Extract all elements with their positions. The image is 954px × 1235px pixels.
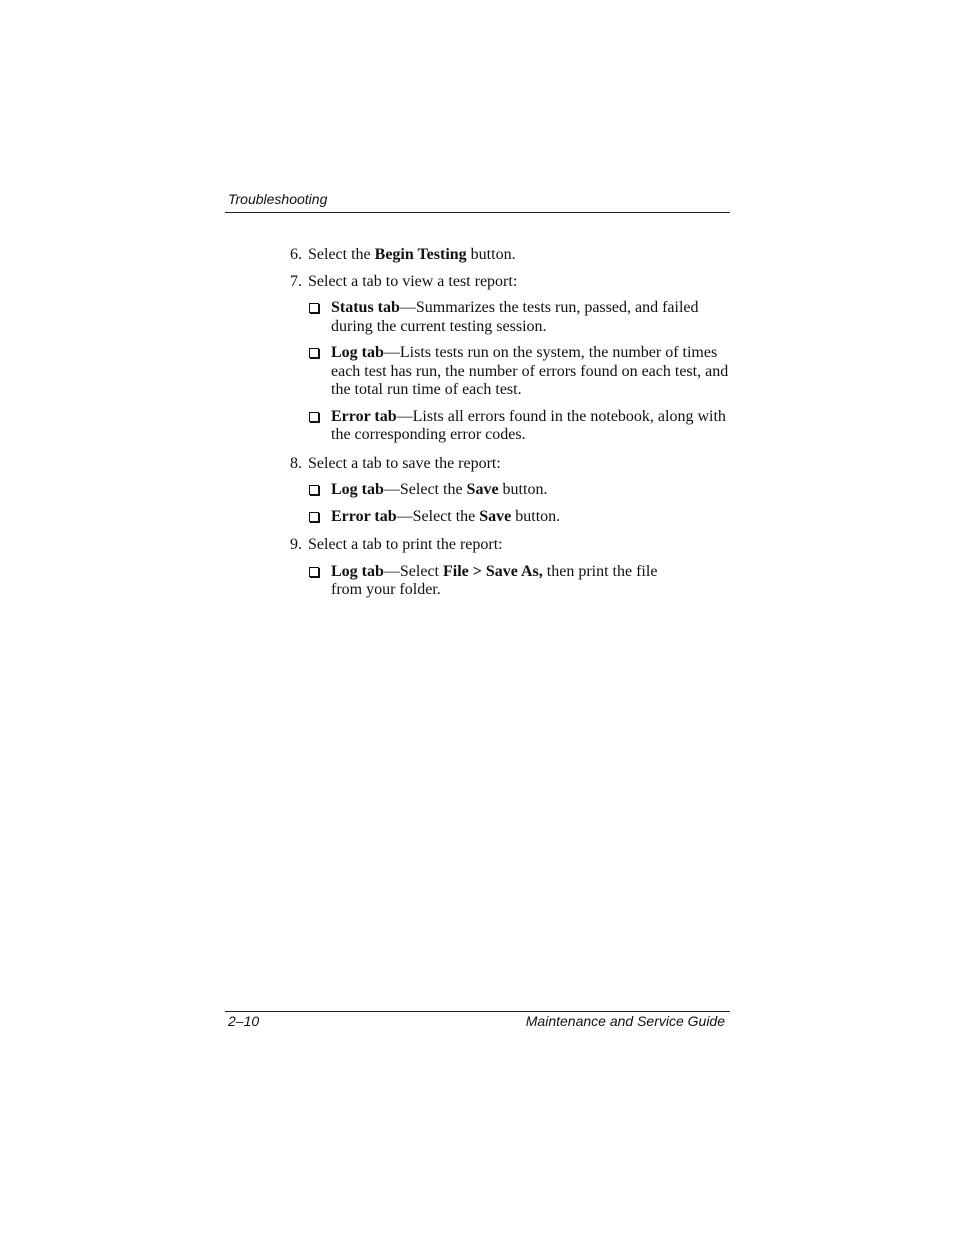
list-item [290, 508, 730, 527]
view-report-list [290, 299, 730, 445]
checkbox-bullet-icon [309, 303, 319, 313]
print-report-list [290, 563, 690, 600]
page-number: 2–10 [228, 1013, 260, 1029]
step-emphasis: Begin Testing [374, 246, 467, 263]
guide-title: Maintenance and Service Guide [525, 1013, 725, 1029]
step-text: Select the [308, 246, 375, 263]
tab-description: —Select the [383, 481, 467, 498]
tab-term: Log tab [331, 344, 384, 361]
step-text: Select a tab to view a test report: [308, 272, 518, 290]
footer-rule [225, 1011, 730, 1012]
tab-description: —Lists tests run on the system, the number of times each test has run, the number of errors found on each test, and the total run time of each test. [331, 344, 729, 398]
tab-term: Error tab [331, 507, 397, 525]
tab-description-end: button. [511, 507, 561, 525]
action-name: Save [466, 481, 499, 498]
tab-description-end: button. [498, 481, 548, 498]
step-8 [290, 455, 730, 474]
page-header-title: Troubleshooting [228, 191, 328, 207]
step-number: 7. [290, 272, 302, 290]
list-item [290, 481, 730, 500]
list-item [290, 344, 730, 400]
save-report-list [290, 481, 730, 526]
step-text-end: button. [466, 246, 516, 263]
action-name: File > Save As, [443, 562, 543, 580]
header-rule [225, 212, 730, 213]
tab-description: —Summarizes the tests run, passed, and failed during the current testing session. [331, 299, 699, 335]
tab-term: Log tab [331, 481, 384, 498]
action-name: Save [479, 507, 512, 525]
checkbox-bullet-icon [309, 348, 319, 358]
step-text: Select a tab to save the report: [308, 454, 501, 472]
list-item [290, 563, 690, 600]
tab-description: —Select the [396, 507, 480, 525]
step-9 [290, 536, 730, 555]
step-text: Select a tab to print the report: [308, 536, 503, 553]
list-item [290, 408, 730, 445]
list-item [290, 299, 730, 336]
step-7 [290, 273, 730, 292]
tab-term: Status tab [331, 299, 400, 316]
tab-term: Log tab [331, 562, 384, 580]
checkbox-bullet-icon [309, 485, 319, 495]
tab-term: Error tab [331, 407, 397, 425]
tab-description-end: then print the file from your folder. [331, 562, 658, 598]
step-number: 8. [290, 454, 302, 472]
step-number: 9. [290, 536, 302, 553]
tab-description: —Lists all errors found in the notebook, along with the corresponding error codes. [331, 407, 726, 443]
checkbox-bullet-icon [309, 412, 319, 422]
instructions-body [290, 246, 730, 608]
step-6 [290, 246, 730, 265]
checkbox-bullet-icon [309, 512, 319, 522]
tab-description: —Select [383, 562, 443, 580]
checkbox-bullet-icon [309, 567, 319, 577]
step-number: 6. [290, 246, 302, 263]
